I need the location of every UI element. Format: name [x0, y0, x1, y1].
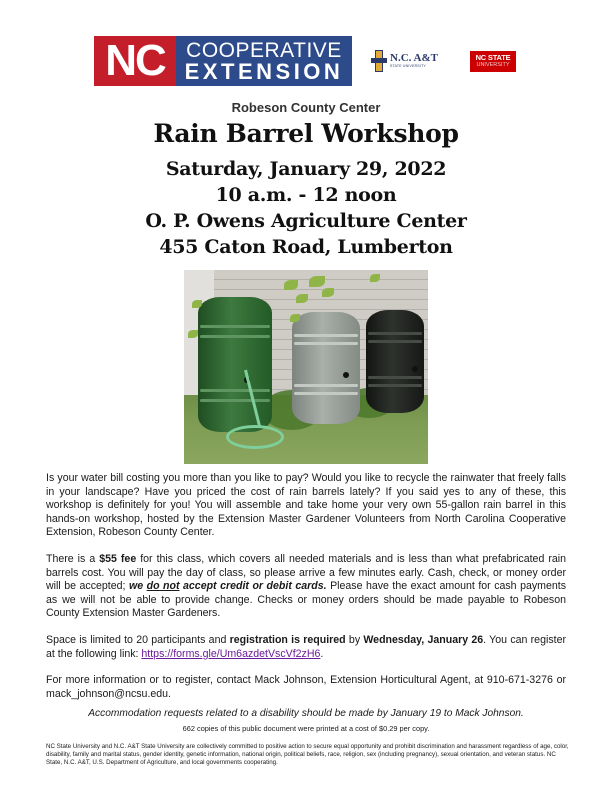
- leaf: [370, 274, 380, 282]
- no-cards-accept: accept credit or debit cards.: [179, 580, 327, 593]
- ncat-sub: STATE UNIVERSITY: [390, 64, 426, 68]
- black-barrel: [366, 310, 424, 413]
- leaf: [290, 314, 300, 322]
- ncsu-line2: UNIVERSITY: [476, 62, 510, 68]
- registration-text: . You can register at the following link:: [46, 634, 566, 660]
- accommodation-notice: Accommodation requests related to a disability should be made by January 19 to Mack Johnson.: [88, 708, 524, 719]
- registration-text: by: [345, 634, 364, 646]
- leaf: [192, 300, 202, 308]
- print-cost-notice: 662 copies of this public document were printed at a cost of $0.29 per copy.: [182, 724, 430, 733]
- fee-text: for this class, which covers all needed materials and is less than what prefabricated rain barrels cost. You will pay the day of class, so please arrive a few minutes early. Cash, check, or money order will be accepted;: [46, 553, 567, 593]
- event-address: 455 Caton Road, Lumberton: [159, 236, 453, 258]
- contact-paragraph: For more information or to register, contact Mack Johnson, Extension Horticultural Agent, at 910-671-3276 or mack_johnson@ncsu.edu.: [46, 674, 566, 700]
- logo-cooperative-text: COOPERATIVE: [186, 38, 342, 62]
- aggie-emblem-icon: [371, 50, 387, 72]
- ncat-logo: [371, 48, 441, 74]
- county-center-label: Robeson County Center: [231, 100, 381, 115]
- registration-paragraph: [46, 634, 566, 661]
- page-title: Rain Barrel Workshop: [153, 119, 459, 148]
- fee-text: There is a: [46, 553, 100, 565]
- registration-required: registration is required: [229, 634, 346, 646]
- ncsu-line1: NC STATE: [475, 53, 511, 62]
- fee-paragraph: [46, 553, 566, 621]
- registration-deadline: Wednesday, January 26: [363, 634, 484, 646]
- ncat-name: N.C. A&T: [390, 52, 438, 64]
- hose-coil: [226, 425, 284, 449]
- registration-link[interactable]: https://forms.gle/Um6azdetVscVf2zH6: [141, 647, 321, 660]
- leaf: [296, 294, 308, 303]
- do-not-emphasis: do not: [146, 580, 180, 593]
- no-cards-notice: [129, 580, 327, 592]
- leaf: [322, 288, 334, 297]
- nc-logo-mark: NC: [94, 36, 176, 86]
- registration-text: .: [320, 647, 324, 660]
- rain-barrels-photo: [184, 270, 428, 464]
- green-barrel: [198, 297, 272, 432]
- intro-paragraph: Is your water bill costing you more than you like to pay? Would you like to recycle the rainwater that freely falls in your landscape? Have you priced the cost of rain barrels lately? If you said yes to any of these, this workshop is definitely for you! You will assemble and take home your very own 55-gallon rain barrel in this hands-on workshop, hosted by the Extension Master Gardener Volunteers from North Carolina Cooperative Extension, Robeson County Center.: [46, 472, 566, 539]
- fee-amount: $55 fee: [99, 553, 137, 565]
- equal-opportunity-disclaimer: NC State University and N.C. A&T State University are collectively committed to positive action to secure equal opportunity and prohibit discrimination and harassment regardless of age, color, disability, family and marital status, gender identity, genetic information, national origin, political beliefs, race, religion, sex (including pregnancy), sexual orientation, and veteran status. NC State, N.C. A&T, U.S. Department of Agriculture, and local governments cooperating.: [46, 743, 569, 767]
- extension-wordmark: [176, 36, 352, 86]
- no-cards-we: we: [128, 580, 147, 593]
- event-venue: O. P. Owens Agriculture Center: [145, 210, 467, 232]
- logo-extension-text: EXTENSION: [184, 58, 344, 84]
- event-time: 10 a.m. - 12 noon: [215, 184, 397, 206]
- leaf: [188, 330, 198, 338]
- event-date: Saturday, January 29, 2022: [165, 158, 447, 180]
- fee-text: Please have the exact amount for cash payments as we will not be able to provide change. Checks or money orders should be made payable to Robeson County Extension Master Gardeners.: [46, 580, 567, 620]
- registration-text: Space is limited to 20 participants and: [46, 634, 230, 646]
- ncsu-logo: [470, 51, 516, 72]
- nc-cooperative-extension-logo: [94, 36, 352, 86]
- leaf: [284, 280, 298, 290]
- gray-barrel: [292, 312, 360, 424]
- leaf: [309, 276, 325, 287]
